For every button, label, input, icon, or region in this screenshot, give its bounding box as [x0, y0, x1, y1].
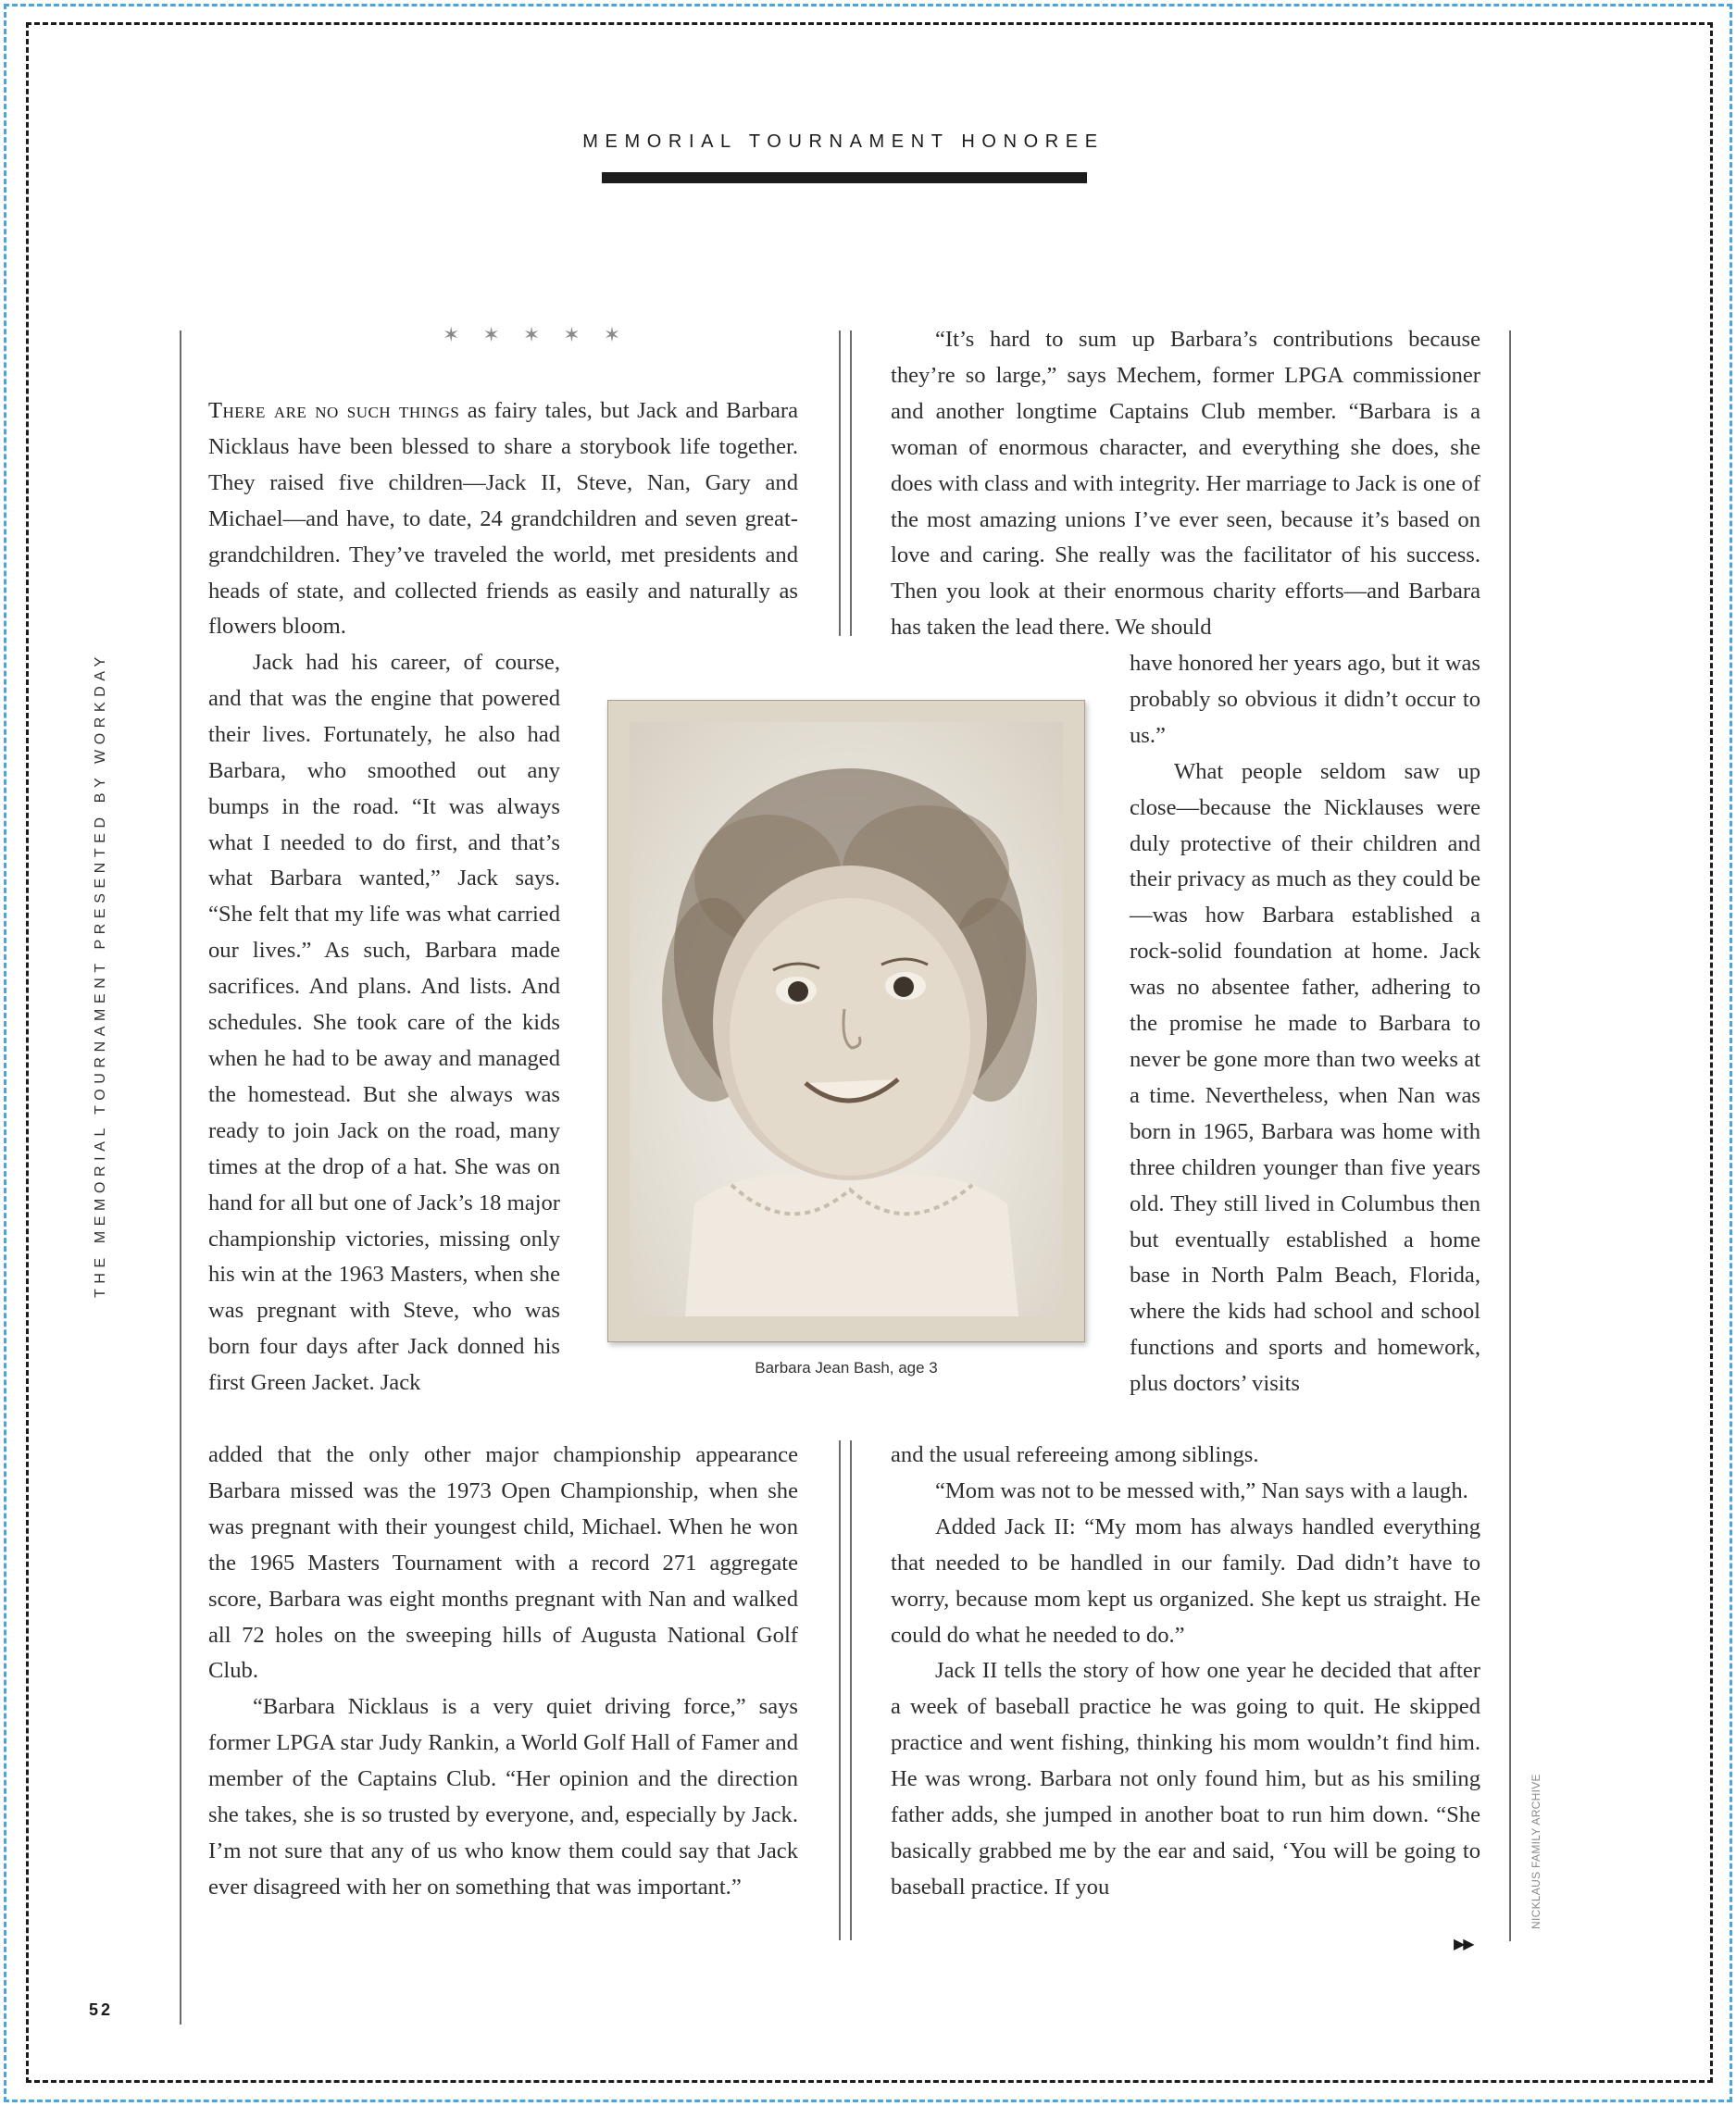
paragraph-text: What people seldom saw up close—because the Nicklauses were duly protective of their children and their privacy as much as they could be—was how Barbara established a rock-solid foundation at home. Jack was no absentee father, adhering to the promise he made to Barbara to never be gone more than two weeks at a time. Nevertheless, when Nan was born in 1965, Barbara was home with three children younger than five years old. They still lived in Columbus then but eventually established a home base in North Palm Beach, Florida, where the kids had school and school functions and sports and homework, plus doctors’ visits: [1130, 758, 1480, 1397]
right-margin-rule: [1509, 330, 1511, 1941]
column-divider-top-right: [850, 330, 852, 636]
paragraph-text: Jack had his career, of course, and that was the engine that powered their lives. Fortunately, he also had Barbara, who smoothed out any bumps in the road. “It was always what I needed to do first, and that’s what Barbara wanted,” Jack says. “She felt that my life was what carried our lives.” As such, Barbara made sacrifices. And plans. And lists. And schedules. She took care of the kids when he had to be away and managed the homestead. But she always was ready to join Jack on the road, many times at the drop of a hat. She was on hand for all but one of Jack’s 18 major championship victories, missing only his win at the 1963 Masters, when she was pregnant with Steve, who was born four days after Jack donned his first Green Jacket. Jack: [208, 650, 560, 1396]
left-paragraph-1: [208, 393, 798, 645]
left-margin-rule: [180, 330, 181, 2025]
left-paragraph-2-cont: [208, 1438, 798, 1906]
section-bar: [602, 172, 1087, 183]
photo-caption: Barbara Jean Bash, age 3: [755, 1359, 938, 1377]
right-paragraph-1-cont: [1130, 646, 1480, 1402]
paragraph-text: “Barbara Nicklaus is a very quiet driving force,” says former LPGA star Judy Rankin, a World Golf Hall of Famer and member of the Captains Club. “Her opinion and the direction she takes, she is so trusted by everyone, and, especially by Jack. I’m not sure that any of us who know them could say that Jack ever disagreed with her on something that was important.”: [208, 1694, 798, 1900]
portrait-illustration: [630, 722, 1063, 1316]
ornament-stars: ✶ ✶ ✶ ✶ ✶: [443, 324, 630, 347]
continue-arrows-icon: ▶▶: [1454, 1935, 1473, 1952]
paragraph-text: “Mom was not to be messed with,” Nan says with a laugh.: [935, 1477, 1468, 1503]
paragraph-text: as fairy tales, but Jack and Barbara Nicklaus have been blessed to share a storybook life together. They raised five children—Jack II, Steve, Nan, Gary and Michael—and have, to date, 24 grandchildren and seven great-grandchildren. They’ve traveled the world, met presidents and heads of state, and collected friends as easily and naturally as flowers bloom.: [208, 398, 798, 640]
photo: [607, 700, 1085, 1342]
column-divider-top-left: [839, 330, 841, 636]
publication-title: THE MEMORIAL TOURNAMENT PRESENTED BY WORKDAY: [93, 652, 108, 1298]
column-divider-bottom-left: [839, 1440, 841, 1940]
section-label: MEMORIAL TOURNAMENT HONOREE: [582, 131, 1105, 152]
paragraph-text: Jack II tells the story of how one year he decided that after a week of baseball practice he was going to quit. He skipped practice and went fishing, thinking his mom wouldn’t find him. He was wrong. Barbara not only found him, but as his smiling father adds, she jumped in another boat to run him down. “She basically grabbed me by the ear and said, ‘You will be going to baseball practice. If you: [891, 1658, 1480, 1900]
paragraph-text: “It’s hard to sum up Barbara’s contributions because they’re so large,” says Mechem, former LPGA commissioner and another longtime Captains Club member. “Barbara is a woman of enormous character, and everything she does, she does with class and with integrity. Her marriage to Jack is one of the most amazing unions I’ve ever seen, because it’s based on love and caring. She really was the facilitator of his success. Then you look at their enormous charity efforts—and Barbara has taken the lead there. We should: [891, 327, 1480, 641]
page-number: 52: [89, 2000, 114, 2019]
column-divider-bottom-right: [850, 1440, 852, 1940]
right-paragraph-cont: [891, 1438, 1480, 1906]
photo-credit-text: NICKLAUS FAMILY ARCHIVE: [1530, 1774, 1542, 1929]
left-paragraph-2-wrap: [208, 645, 560, 1402]
right-paragraph-1: [891, 322, 1480, 646]
lead-in: There are no such things: [208, 398, 460, 423]
paragraph-text: added that the only other major championship appearance Barbara missed was the 1973 Open Championship, when she was pregnant with their youngest child, Michael. When he won the 1965 Masters Tournament with a record 271 aggregate score, Barbara was eight months pregnant with Nan and walked all 72 holes on the sweeping hills of Augusta National Golf Club.: [208, 1442, 798, 1684]
portrait-image: [630, 722, 1063, 1316]
paragraph-text: Added Jack II: “My mom has always handled everything that needed to be handled in our family. Dad didn’t have to worry, because mom kept us organized. She kept us straight. He could do what he needed to do.”: [891, 1514, 1480, 1648]
paragraph-text: have honored her years ago, but it was probably so obvious it didn’t occur to us.”: [1130, 651, 1480, 748]
paragraph-text: and the usual refereeing among siblings.: [891, 1442, 1259, 1467]
